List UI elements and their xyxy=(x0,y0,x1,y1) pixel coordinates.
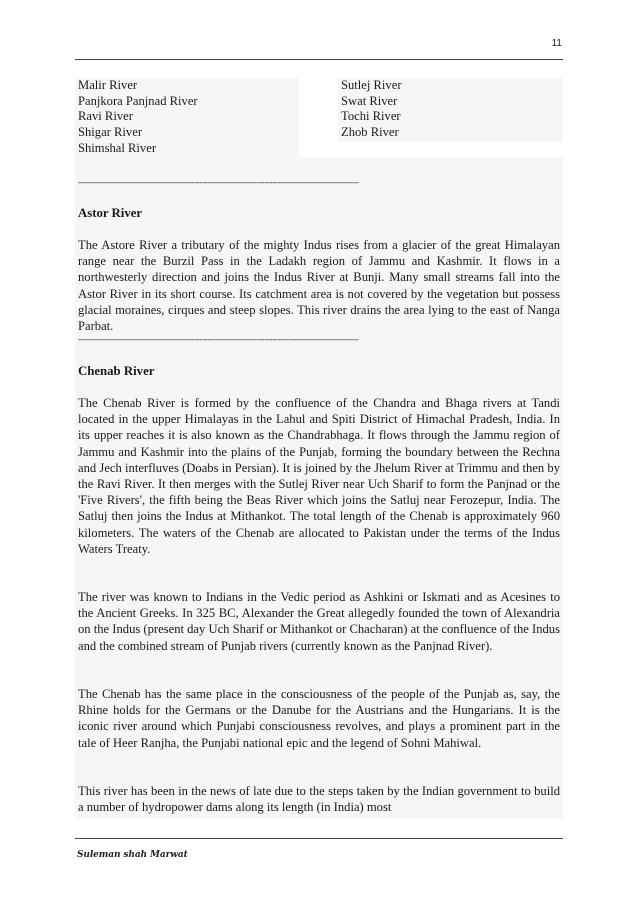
footer-author: Suleman shah Marwat xyxy=(77,850,188,860)
astor-heading: Astor River xyxy=(78,206,143,220)
chenab-paragraph: This river has been in the news of late due to the steps taken by the Indian government to build a number of hydropower dams along its length (in India) most xyxy=(78,784,560,815)
astor-paragraph: The Astore River a tributary of the mighty Indus rises from a glacier of the great Himalayan range near the Burzil Pass in the Ladakh region of Jammu and Kashmir. It flows in a northwesterly direction and joins the Indus River at Bunji. Many small streams fall into the Astor River in its short course. Its catchment area is not covered by the vegetation but possess glacial moraines, cirques and steep slopes. This river drains the area lying to the east of Nanga Parbat. xyxy=(78,238,560,334)
river-list-item: Tochi River xyxy=(341,109,401,124)
footer-rule xyxy=(75,838,563,839)
river-list-item: Swat River xyxy=(341,93,398,108)
chenab-paragraph: The Chenab River is formed by the confluence of the Chandra and Bhaga rivers at Tandi located in the upper Himalayas in the Lahul and Spiti District of Himachal Pradesh, India. In its upper reaches it is also known as the Chandrabhaga. It flows through the Jammu region of Jammu and Kashmir into the plains of the Punjab, forming the boundary between the Rechna and Jech interfluves (Doabs in Persian). It is joined by the Jhelum River at Trimmu and then by the Ravi River. It then merges with the Sutlej River near Uch Sharif to form the Panjnad or the 'Five Rivers', the fifth being the Beas River which joins the Satluj near Ferozepur, India. The Satluj then joins the Indus at Mithankot. The total length of the Chenab is approximately 960 kilometers. The waters of the Chenab are allocated to Pakistan under the terms of the Indus Waters Treaty. xyxy=(78,396,560,556)
chenab-paragraph: The river was known to Indians in the Vedic period as Ashkini or Iskmati and as Acesines to the Ancient Greeks. In 325 BC, Alexander the Great allegedly founded the town of Alexandria on the Indus (present day Uch Sharif or Mithankot or Chacharan) at the confluence of the Indus and the combined stream of Punjab rivers (currently known as the Panjnad River). xyxy=(78,590,560,653)
river-list-right-column xyxy=(338,78,563,142)
river-list-left-column xyxy=(75,78,299,157)
river-list-item: Shigar River xyxy=(78,125,143,140)
chenab-paragraph: The Chenab has the same place in the consciousness of the people of the Punjab as, say, the Rhine holds for the Germans or the Danube for the Austrians and the Hungarians. It is the iconic river around which Punjabi consciousness revolves, and plays a prominent part in the tale of Heer Ranjha, the Punjabi national epic and the legend of Sohni Mahiwal. xyxy=(78,687,560,750)
river-list-item: Zhob River xyxy=(341,125,399,140)
river-list-item: Ravi River xyxy=(78,109,133,124)
section-separator: -------------------------------------------------------------------------------------------------------- xyxy=(78,334,359,344)
section-separator: -------------------------------------------------------------------------------------------------------- xyxy=(78,177,359,187)
river-list-table xyxy=(75,78,563,157)
river-list-item: Shimshal River xyxy=(78,140,157,155)
river-list-item: Panjkora Panjnad River xyxy=(78,93,198,108)
river-list-item: Malir River xyxy=(78,78,138,92)
page-number: 11 xyxy=(551,38,562,49)
chenab-heading: Chenab River xyxy=(78,364,155,378)
document-body xyxy=(75,157,563,819)
river-list-item: Sutlej River xyxy=(341,78,402,92)
header-rule xyxy=(75,59,563,60)
